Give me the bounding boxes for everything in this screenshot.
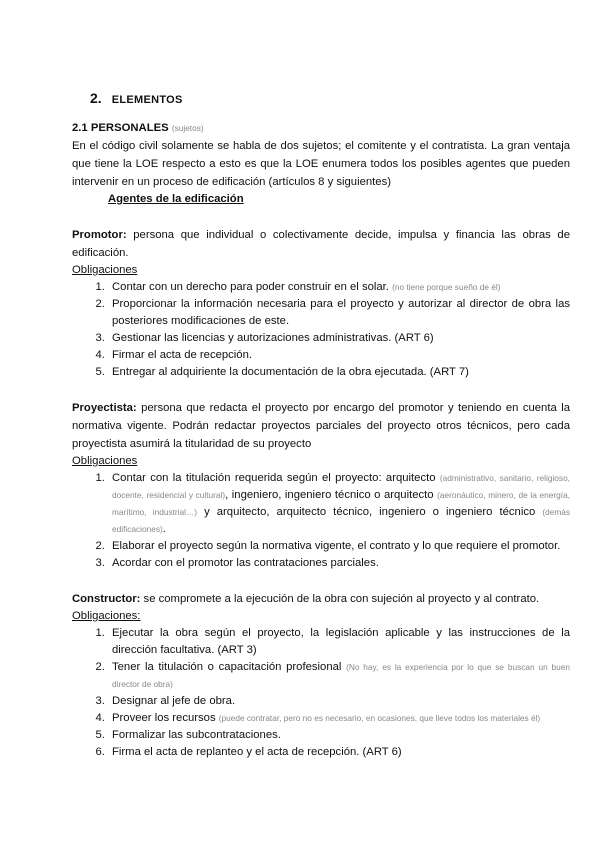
constructor-label: Constructor: bbox=[72, 593, 141, 605]
list-item: 1. Contar con la titulación requerida según el proyecto: arquitecto (administrativo, sanitario, religioso, docente, residencial y cultural), ingeniero, ingeniero técnico o arquitecto (aeronáutico, minero, de la energía, marítimo, industrial…) y arquitecto, arquitecto técnico, ingeniero o ingeniero técnico (demás edificaciones). bbox=[108, 470, 570, 538]
promotor-paragraph bbox=[72, 226, 570, 262]
list-item: 3. Gestionar las licencias y autorizaciones administrativas. (ART 6) bbox=[108, 330, 570, 347]
list-item: 4. Proveer los recursos (puede contratar, pero no es necesario, en ocasiones, que lleve todos los materiales él) bbox=[108, 710, 570, 727]
list-item: 3. Acordar con el promotor las contrataciones parciales. bbox=[108, 555, 570, 572]
section-number: 2. bbox=[90, 90, 102, 106]
list-item: 6. Firma el acta de replanteo y el acta de recepción. (ART 6) bbox=[108, 744, 570, 761]
list-item: 2. Proporcionar la información necesaria para el proyecto y autorizar al director de obra las posteriores modificaciones de este. bbox=[108, 296, 570, 330]
list-item: 2. Tener la titulación o capacitación profesional (No hay, es la experiencia por lo que se buscan un buen director de obra) bbox=[108, 659, 570, 693]
intro-paragraph: En el código civil solamente se habla de dos sujetos; el comitente y el contratista. La gran ventaja que tiene la LOE respecto a esto es que la LOE enumera todos los posibles agentes que pueden intervenir en un proceso de edificación (artículos 8 y siguientes) bbox=[72, 140, 570, 188]
proyectista-paragraph bbox=[72, 399, 570, 453]
list-item: 5. Formalizar las subcontrataciones. bbox=[108, 727, 570, 744]
promotor-label: Promotor: bbox=[72, 229, 127, 241]
proyectista-desc: persona que redacta el proyecto por encargo del promotor y teniendo en cuenta la normativa vigente. Podrán redactar proyectos parciales del proyecto otros técnicos, pero cada proyectista asumirá la titularidad de su proyecto bbox=[72, 402, 570, 450]
subsection-heading bbox=[72, 120, 570, 137]
proyectista-obligations-label: Obligaciones bbox=[72, 455, 138, 467]
constructor-obligations-label: Obligaciones: bbox=[72, 610, 141, 622]
section-title: ELEMENTOS bbox=[111, 94, 183, 106]
list-item: 4. Firmar el acta de recepción. bbox=[108, 347, 570, 364]
proyectista-obligations-list bbox=[72, 470, 570, 572]
list-item: 3. Designar al jefe de obra. bbox=[108, 693, 570, 710]
subsection-title: 2.1 PERSONALES bbox=[72, 122, 169, 134]
proyectista-label: Proyectista: bbox=[72, 402, 137, 414]
promotor-obligations-list bbox=[72, 279, 570, 381]
constructor-desc: se compromete a la ejecución de la obra con sujeción al proyecto y al contrato. bbox=[140, 593, 540, 605]
subsection-note: (sujetos) bbox=[171, 123, 204, 133]
section-heading bbox=[90, 90, 570, 106]
constructor-paragraph bbox=[72, 590, 570, 608]
list-item: 1. Ejecutar la obra según el proyecto, la legislación aplicable y las instrucciones de la dirección facultativa. (ART 3) bbox=[108, 625, 570, 659]
promotor-obligations-label: Obligaciones bbox=[72, 264, 138, 276]
constructor-obligations-list bbox=[72, 625, 570, 761]
promotor-desc: persona que individual o colectivamente decide, impulsa y financia las obras de edificación. bbox=[72, 229, 570, 259]
list-item: 1. Contar con un derecho para poder construir en el solar. (no tiene porque sueño de él) bbox=[108, 279, 570, 296]
agents-title: Agentes de la edificación bbox=[108, 193, 244, 205]
list-item: 5. Entregar al adquiriente la documentación de la obra ejecutada. (ART 7) bbox=[108, 364, 570, 381]
list-item: 2. Elaborar el proyecto según la normativa vigente, el contrato y lo que requiere el promotor. bbox=[108, 538, 570, 555]
